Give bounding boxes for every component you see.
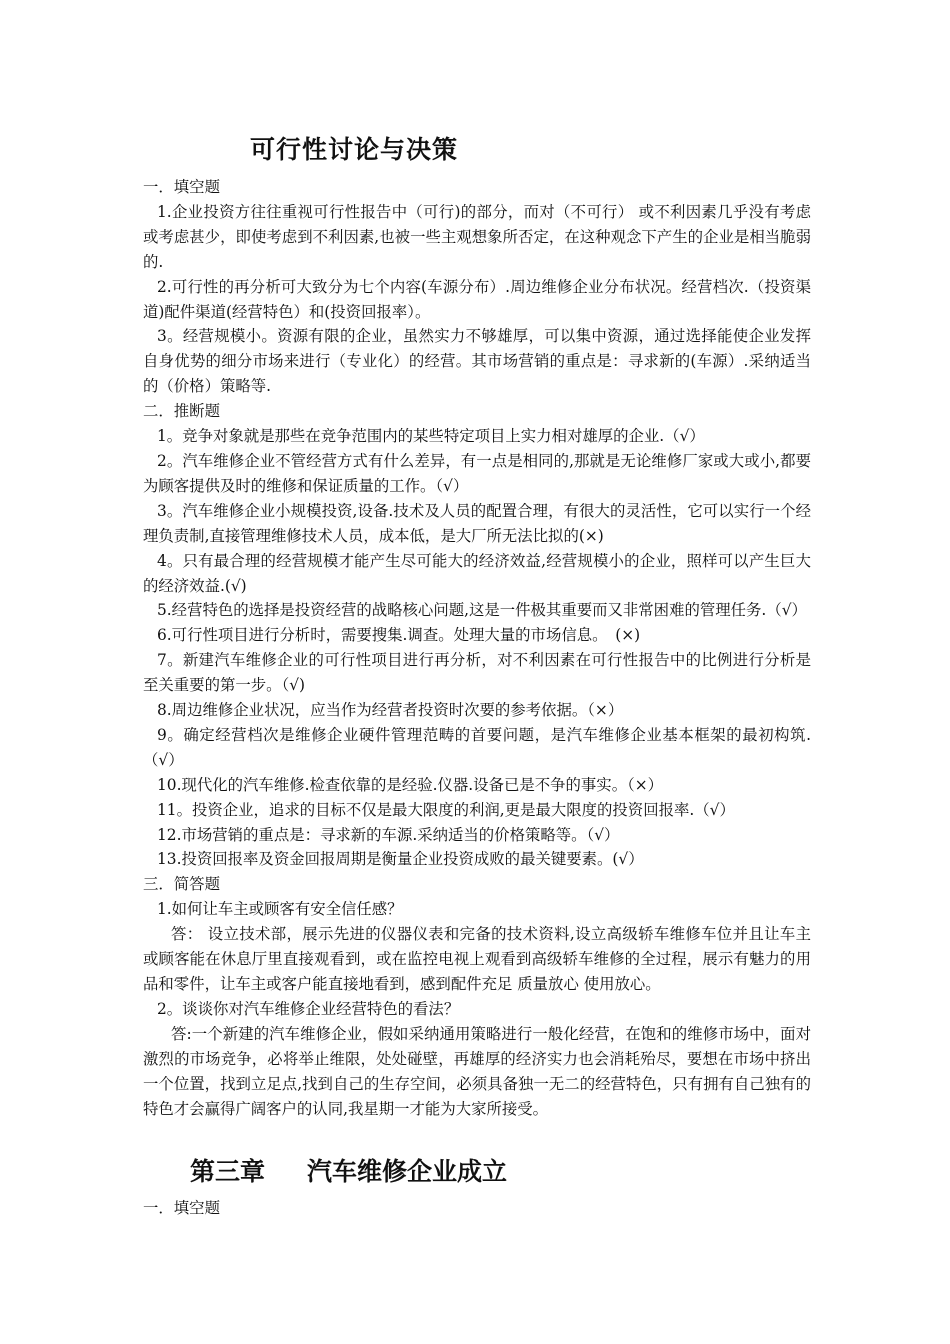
section-heading-fill: 一．填空题: [143, 178, 220, 196]
judge-question-10: 10.现代化的汽车维修.检查依靠的是经验.仪器.设备已是不争的事实。（×）: [157, 775, 664, 794]
chapter-name: 汽车维修企业成立: [307, 1157, 508, 1186]
judge-question-9: 9。确定经营档次是维修企业硬件管理范畴的首要问题，是汽车维修企业基本框架的最初构筑.（√）: [143, 725, 811, 769]
judge-question-7: 7。新建汽车维修企业的可行性项目进行再分析，对不利因素在可行性报告中的比例进行分析是至关重要的第一步。（√): [143, 651, 811, 695]
short-answer-1: 答： 设立技术部，展示先进的仪器仪表和完备的技术资料,设立高级轿车维修车位并且让车主或顾客能在休息厅里直接观看到，或在监控电视上观看到高级轿车维修的全过程，展示有魅力的用品和零件，让车主或客户能直接地看到，感到配件充足 质量放心 使用放心。: [143, 925, 811, 993]
document-title: 可行性讨论与决策: [250, 135, 459, 164]
document-body: [143, 175, 811, 1121]
judge-question-5: 5.经营特色的选择是投资经营的战略核心问题,这是一件极其重要而又非常困难的管理任务.（√）: [157, 601, 807, 620]
chapter-section-heading: 一．填空题: [143, 1199, 220, 1217]
judge-question-11: 11。投资企业，追求的目标不仅是最大限度的利润,更是最大限度的投资回报率.（√）: [157, 800, 735, 819]
judge-question-12: 12.市场营销的重点是：寻求新的车源.采纳适当的价格策略等。（√）: [157, 825, 620, 844]
fill-question-3: 3。经营规模小。资源有限的企业，虽然实力不够雄厚，可以集中资源，通过选择能使企业发挥自身优势的细分市场来进行（专业化）的经营。其市场营销的重点是：寻求新的(车源）.采纳适当的（价格）策略等.: [143, 327, 811, 396]
fill-question-2: 2.可行性的再分析可大致分为七个内容(车源分布）.周边维修企业分布状况。经营档次.（投资渠道)配件渠道(经营特色）和(投资回报率）。: [143, 277, 811, 321]
section-heading-short: 三．简答题: [143, 875, 220, 894]
short-answer-2: 答:一个新建的汽车维修企业，假如采纳通用策略进行一般化经营，在饱和的维修市场中，面对激烈的市场竞争，必将举止维限，处处碰壁，再雄厚的经济实力也会消耗殆尽，要想在市场中挤出一个位置，找到立足点,找到自己的生存空间，必须具备独一无二的经营特色，只有拥有自己独有的特色才会赢得广阔客户的认同,我星期一才能为大家所接受。: [143, 1024, 811, 1118]
chapter-number: 第三章: [190, 1157, 266, 1186]
short-question-2: 2。谈谈你对汽车维修企业经营特色的看法？: [157, 999, 460, 1018]
section-heading-judge: 二．推断题: [143, 402, 220, 421]
judge-question-1: 1。竞争对象就是那些在竞争范围内的某些特定项目上实力相对雄厚的企业.（√）: [157, 427, 705, 446]
judge-question-6: 6.可行性项目进行分析时，需要搜集.调查。处理大量的市场信息。 (×): [157, 626, 641, 645]
chapter-heading: [190, 1152, 507, 1188]
fill-question-1: 1.企业投资方往往重视可行性报告中（可行)的部分，而对（不可行） 或不利因素几乎没有考虑或考虑甚少，即使考虑到不利因素,也被一些主观想象所否定，在这种观念下产生的企业是相当脆弱的.: [143, 202, 811, 271]
judge-question-8: 8.周边维修企业状况，应当作为经营者投资时次要的参考依据。（×）: [157, 701, 624, 720]
judge-question-13: 13.投资回报率及资金回报周期是衡量企业投资成败的最关键要素。(√）: [157, 850, 644, 869]
judge-question-2: 2。汽车维修企业不管经营方式有什么差异，有一点是相同的,那就是无论维修厂家或大或小,都要为顾客提供及时的维修和保证质量的工作。（√）: [143, 451, 811, 495]
judge-question-4: 4。只有最合理的经营规模才能产生尽可能大的经济效益,经营规模小的企业，照样可以产生巨大的经济效益.(√): [143, 551, 811, 595]
judge-question-3: 3。汽车维修企业小规模投资,设备.技术及人员的配置合理，有很大的灵活性，它可以实行一个经理负责制,直接管理维修技术人员，成本低，是大厂所无法比拟的(×): [143, 501, 811, 545]
short-question-1: 1.如何让车主或顾客有安全信任感？: [157, 900, 403, 919]
